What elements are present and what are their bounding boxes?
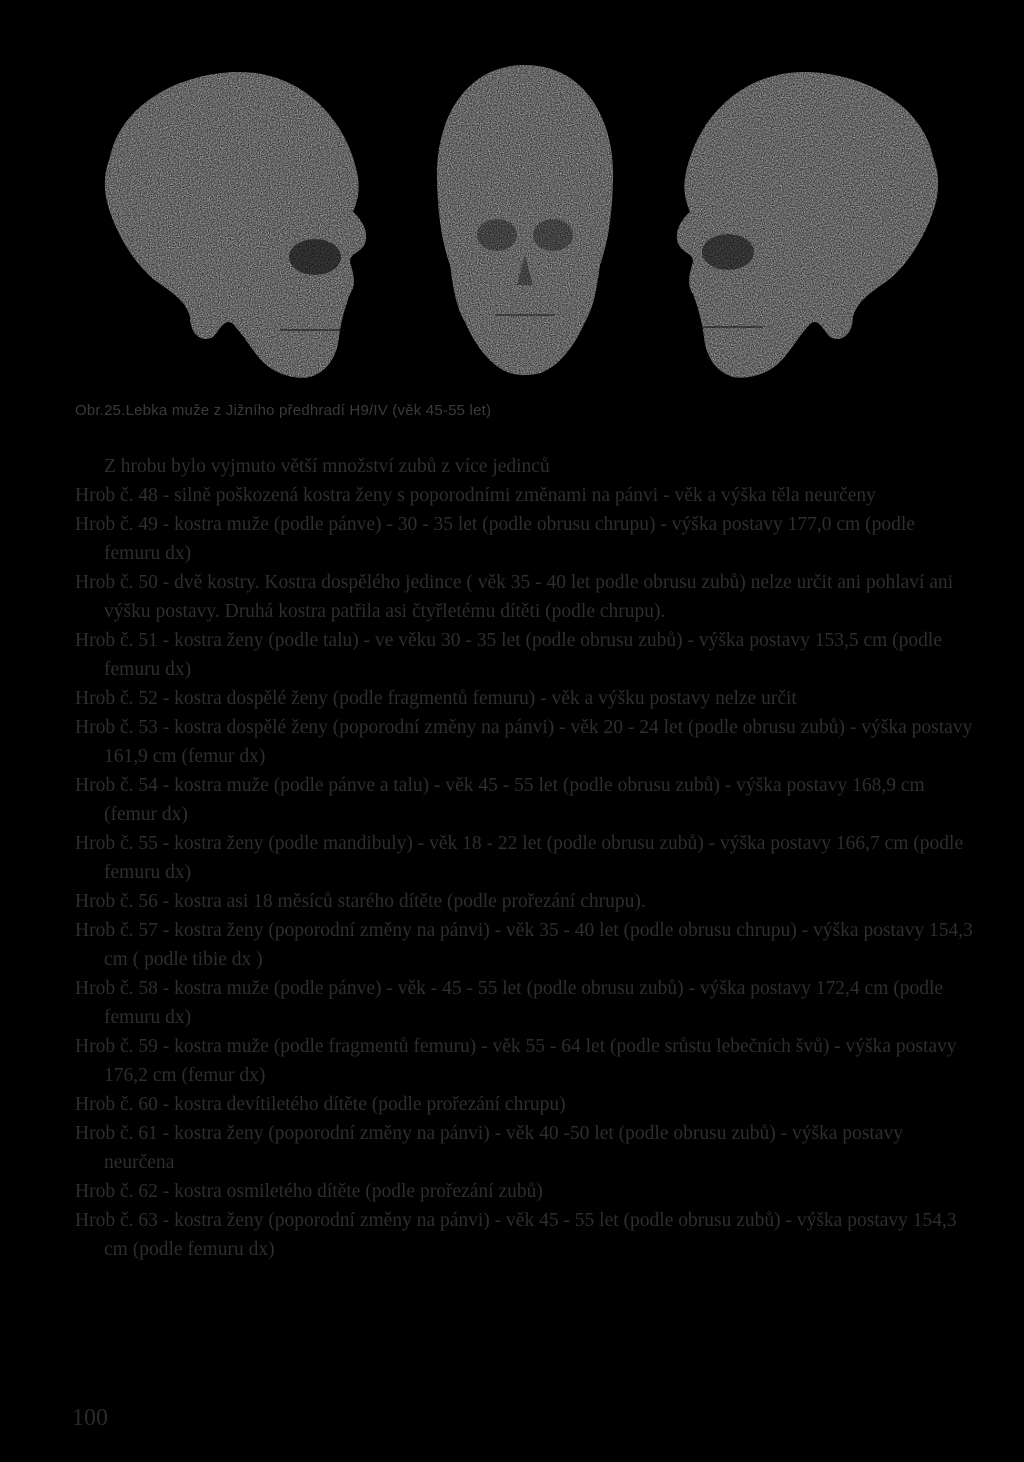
grave-entry-59: Hrob č. 59 - kostra muže (podle fragmentů femuru) - věk 55 - 64 let (podle srůstu lebečních švů) - výška postavy 176,2 cm (femur dx) bbox=[75, 1036, 957, 1086]
grave-entry-50: Hrob č. 50 - dvě kostry. Kostra dospělého jedince ( věk 35 - 40 let podle obrusu zubů) nelze určit ani pohlaví ani výšku postavy. Druhá kostra patřila asi čtyřletému dítěti (podle chrupu). bbox=[75, 572, 954, 622]
page-number: 100 bbox=[72, 1405, 108, 1431]
grave-entry-49: Hrob č. 49 - kostra muže (podle pánve) - 30 - 35 let (podle obrusu chrupu) - výška postavy 177,0 cm (podle femuru dx) bbox=[75, 514, 915, 564]
intro-paragraph: Z hrobu bylo vyjmuto větší množství zubů z více jedinců bbox=[104, 456, 550, 477]
skull-figure bbox=[0, 0, 1024, 400]
grave-entry-63: Hrob č. 63 - kostra ženy (poporodní změny na pánvi) - věk 45 - 55 let (podle obrusu zubů) - výška postavy 154,3 cm (podle femuru dx) bbox=[75, 1210, 957, 1260]
grave-entry-56: Hrob č. 56 - kostra asi 18 měsíců starého dítěte (podle prořezání chrupu). bbox=[75, 891, 646, 912]
grave-entry-52: Hrob č. 52 - kostra dospělé ženy (podle fragmentů femuru) - věk a výšku postavy nelze určit bbox=[75, 688, 797, 709]
grave-entry-61: Hrob č. 61 - kostra ženy (poporodní změny na pánvi) - věk 40 -50 let (podle obrusu zubů) - výška postavy neurčena bbox=[75, 1123, 903, 1173]
grave-entry-51: Hrob č. 51 - kostra ženy (podle talu) - ve věku 30 - 35 let (podle obrusu zubů) - výška postavy 153,5 cm (podle femuru dx) bbox=[75, 630, 942, 680]
grave-entry-48: Hrob č. 48 - silně poškozená kostra ženy s poporodními změnami na pánvi - věk a výška těla neurčeny bbox=[75, 485, 876, 506]
grave-entry-60: Hrob č. 60 - kostra devítiletého dítěte (podle prořezání chrupu) bbox=[75, 1094, 566, 1115]
grave-entry-62: Hrob č. 62 - kostra osmiletého dítěte (podle prořezání zubů) bbox=[75, 1181, 543, 1202]
grave-entry-54: Hrob č. 54 - kostra muže (podle pánve a talu) - věk 45 - 55 let (podle obrusu zubů) - výška postavy 168,9 cm (femur dx) bbox=[75, 775, 925, 825]
grave-entry-58: Hrob č. 58 - kostra muže (podle pánve) - věk - 45 - 55 let (podle obrusu zubů) - výška postavy 172,4 cm (podle femuru dx) bbox=[75, 978, 944, 1028]
figure-caption: Obr.25.Lebka muže z Jižního předhradí H9/IV (věk 45-55 let) bbox=[75, 402, 492, 419]
grave-list bbox=[75, 452, 975, 1264]
grave-entry-57: Hrob č. 57 - kostra ženy (poporodní změny na pánvi) - věk 35 - 40 let (podle obrusu chrupu) - výška postavy 154,3 cm ( podle tibie dx ) bbox=[75, 920, 973, 970]
grave-entry-55: Hrob č. 55 - kostra ženy (podle mandibuly) - věk 18 - 22 let (podle obrusu zubů) - výška postavy 166,7 cm (podle femuru dx) bbox=[75, 833, 964, 883]
grave-entry-53: Hrob č. 53 - kostra dospělé ženy (poporodní změny na pánvi) - věk 20 - 24 let (podle obrusu zubů) - výška postavy 161,9 cm (femur dx) bbox=[75, 717, 973, 767]
